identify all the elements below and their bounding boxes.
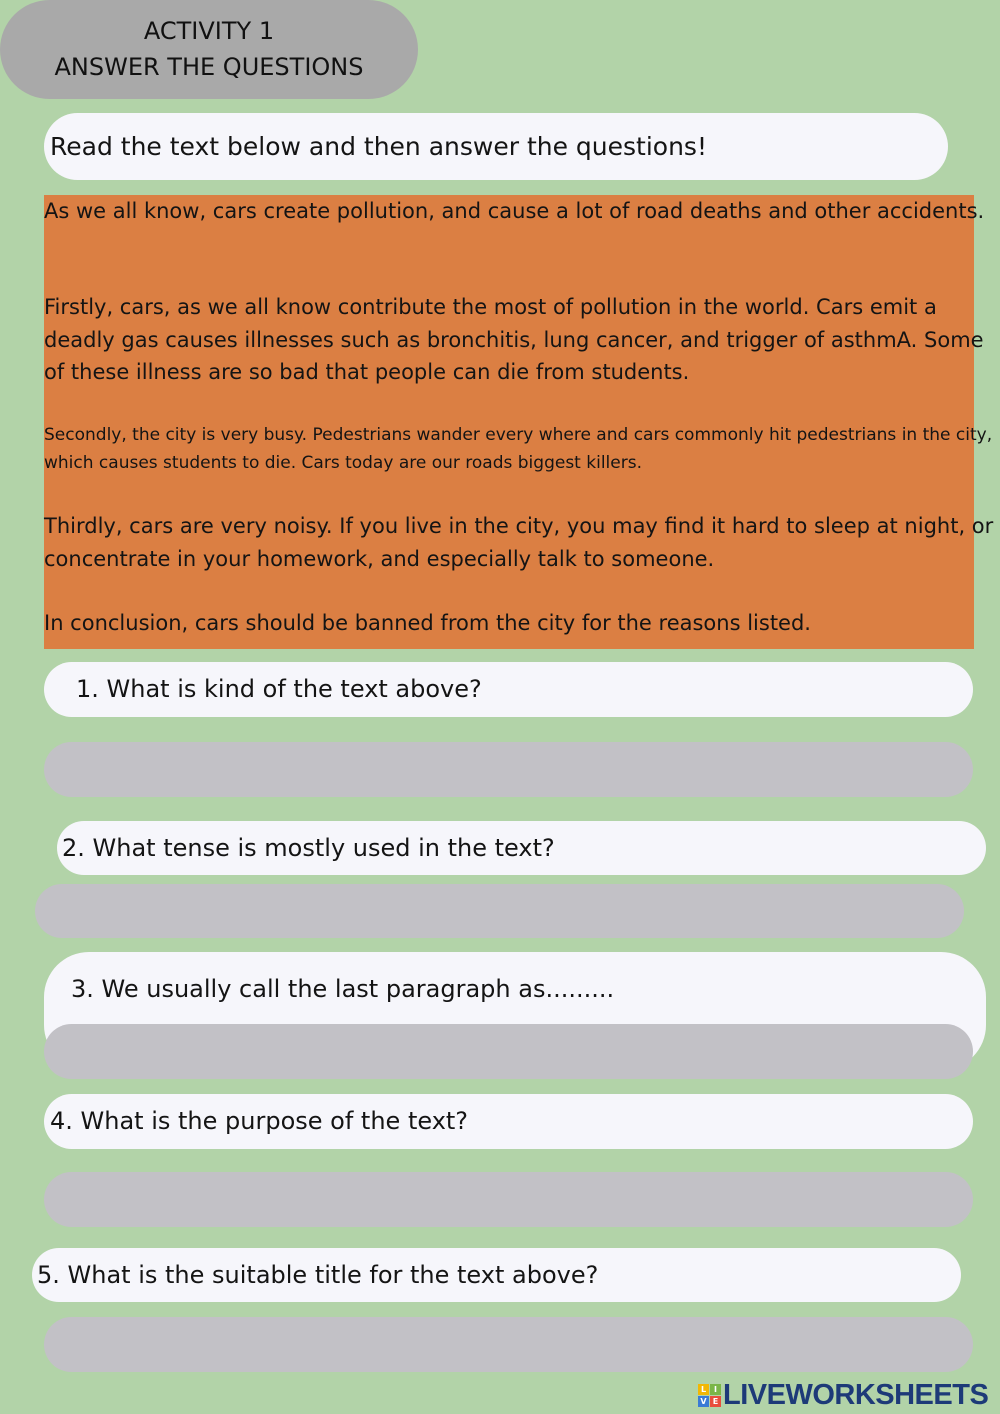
question-4-label: 4. What is the purpose of the text? [50, 1107, 469, 1135]
question-4 [44, 1094, 973, 1149]
question-5-label: 5. What is the suitable title for the text above? [37, 1261, 599, 1289]
passage-paragraph-3: Secondly, the city is very busy. Pedestrians wander every where and cars commonly hit pedestrians in the city, which causes students to die. Cars today are our roads biggest killers. [44, 425, 993, 473]
answer-field-1[interactable] [44, 742, 973, 797]
question-3-label: 3. We usually call the last paragraph as......... [71, 975, 615, 1003]
question-1-label: 1. What is kind of the text above? [76, 675, 482, 703]
liveworksheets-logo [698, 1380, 988, 1410]
answer-field-3[interactable] [44, 1024, 973, 1079]
activity-title-line1: ACTIVITY 1 [143, 17, 275, 45]
liveworksheets-logo-text: LIVEWORKSHEETS [723, 1378, 989, 1411]
passage-paragraph-5: In conclusion, cars should be banned from the city for the reasons listed. [44, 611, 811, 635]
activity-title-line2: ANSWER THE QUESTIONS [54, 53, 364, 81]
reading-passage [44, 195, 994, 649]
answer-field-2[interactable] [35, 884, 964, 938]
question-5 [32, 1248, 961, 1302]
question-1 [44, 662, 973, 717]
liveworksheets-logo-icon: L I V E [698, 1384, 721, 1407]
question-2 [57, 821, 986, 875]
instruction-text: Read the text below and then answer the questions! [50, 132, 707, 161]
activity-title [0, 0, 418, 99]
passage-paragraph-1: As we all know, cars create pollution, and cause a lot of road deaths and other accidents. [44, 199, 985, 223]
passage-paragraph-4: Thirdly, cars are very noisy. If you live in the city, you may find it hard to sleep at night, or concentrate in your homework, and especially talk to someone. [44, 514, 994, 571]
instruction-banner [44, 113, 948, 180]
passage-paragraph-2: Firstly, cars, as we all know contribute the most of pollution in the world. Cars emit a deadly gas causes illnesses such as bronchitis, lung cancer, and trigger of asthmA. Some of these illness are so bad that people can die from students. [44, 295, 984, 384]
question-2-label: 2. What tense is mostly used in the text? [62, 834, 555, 862]
answer-field-4[interactable] [44, 1172, 973, 1227]
answer-field-5[interactable] [44, 1317, 973, 1372]
